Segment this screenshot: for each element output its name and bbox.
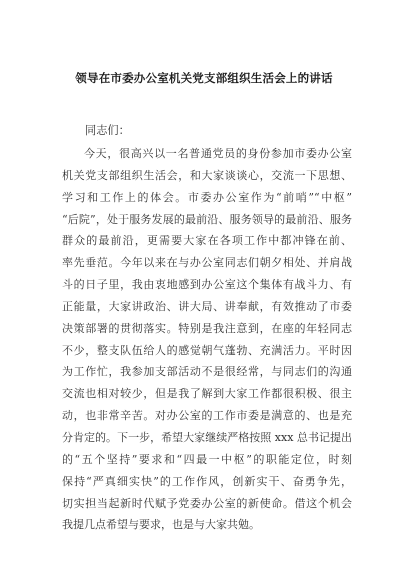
body-line: 为工作忙，我参加支部活动不是很经常，与同志们的沟通 [62,365,352,379]
body-line: 分肯定的。下一步，希望大家继续严格按照 xxx 总书记提出 [62,430,352,444]
body-line: 群众的最前沿，更需要大家在各项工作中都冲锋在前、 [62,234,352,248]
body-line: 斗的日子里，我由衷地感到办公室这个集体有战斗力、有 [62,278,352,292]
body-line: “后院”，处于服务发展的最前沿、服务领导的最前沿、服务 [62,212,352,226]
body-line: 切实担当起新时代赋予党委办公室的新使命。借这个机会 [62,496,352,510]
salutation: 同志们： [85,124,130,137]
body-line: 正能量，大家讲政治、讲大局、讲奉献，有效推动了市委 [62,299,352,313]
body-line: 决策部署的贯彻落实。特别是我注意到，在座的年轻同志 [62,321,352,335]
body-line: 的“五个坚持”要求和“四最一中枢”的职能定位，时刻 [62,452,352,466]
body-line: 机关党支部组织生活会，和大家谈谈心，交流一下思想、 [62,168,352,182]
body-line: 保持“严真细实快”的工作作风，创新实干、奋勇争先， [62,474,352,488]
body-line: 我提几点希望与要求，也是与大家共勉。 [62,518,260,532]
speech-body [62,143,352,536]
body-line: 动，也非常辛苦。对办公室的工作市委是满意的、也是充 [62,409,352,423]
body-line: 不少，整支队伍给人的感觉朝气蓬勃、充满活力。平时因 [62,343,352,357]
body-line: 率先垂范。今年以来在与办公室同志们朝夕相处、并肩战 [62,256,352,270]
body-line: 学习和工作上的体会。市委办公室作为“前哨”“中枢” [62,190,352,204]
body-line: 交流也相对较少，但是我了解到大家工作都很积极、很主 [62,387,352,401]
document-title: 领导在市委办公室机关党支部组织生活会上的讲话 [75,71,333,85]
body-line: 今天，很高兴以一名普通党员的身份参加市委办公室 [84,147,352,160]
